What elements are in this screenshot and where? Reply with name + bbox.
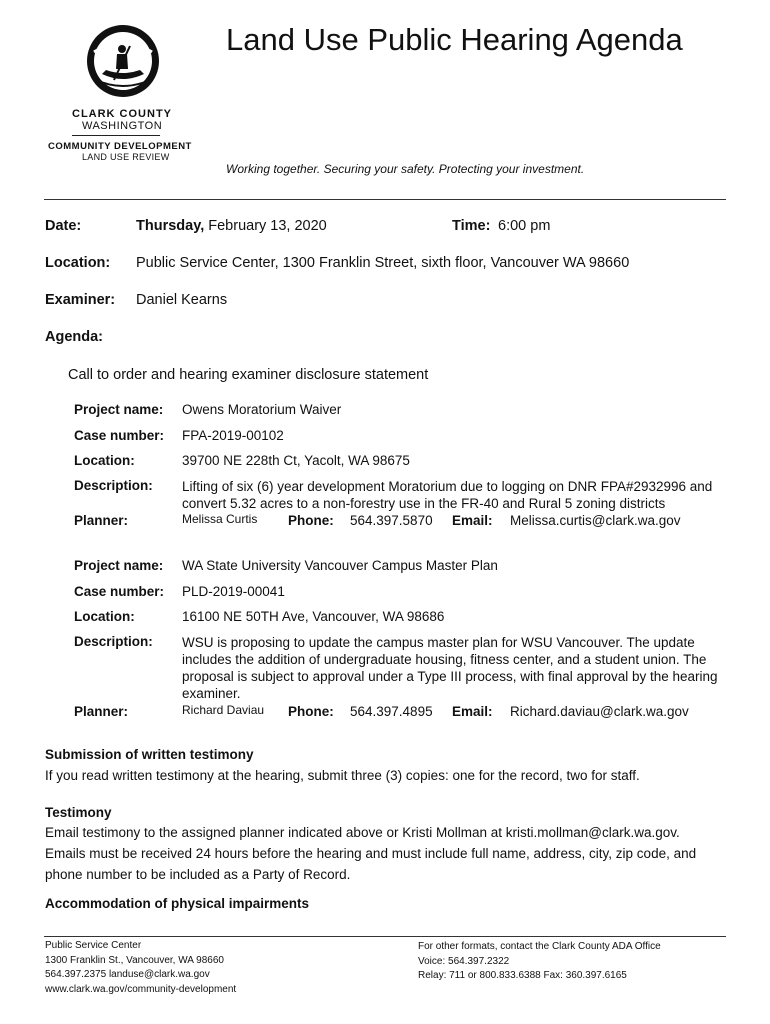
footer-street: 1300 Franklin St., Vancouver, WA 98660 — [45, 954, 224, 966]
org-department: COMMUNITY DEVELOPMENT — [48, 141, 192, 152]
footer-voice: Voice: 564.397.2322 — [418, 955, 510, 967]
header-divider — [44, 199, 726, 200]
submission-text: If you read written testimony at the hearing, submit three (3) copies: one for the record, two for staff. — [45, 768, 640, 783]
time-value: 6:00 pm — [498, 218, 551, 234]
footer-contact: 564.397.2375 landuse@clark.wa.gov — [45, 969, 210, 980]
description-label: Description: — [74, 634, 153, 649]
footer-ada-text: For other formats, contact the Clark County ADA Office — [418, 941, 661, 952]
case-number: FPA-2019-00102 — [182, 428, 284, 443]
email-label: Email: — [452, 704, 493, 719]
footer-address — [45, 939, 365, 997]
phone-label: Phone: — [288, 513, 334, 528]
project-location-label: Location: — [74, 609, 135, 624]
project-location-label: Location: — [74, 453, 135, 468]
location-value: Public Service Center, 1300 Franklin Street, sixth floor, Vancouver WA 98660 — [136, 255, 630, 271]
footer-website-link[interactable]: www.clark.wa.gov/community-development — [45, 983, 237, 995]
submission-heading: Submission of written testimony — [45, 747, 254, 762]
date-text: February 13, 2020 — [208, 218, 327, 234]
tagline: Working together. Securing your safety. Protecting your investment. — [226, 162, 585, 176]
project-description: Lifting of six (6) year development Moratorium due to logging on DNR FPA#2932996 and convert 5.32 acres to a non-forestry use in the FR-40 and Rural 5 zoning districts — [182, 479, 713, 511]
planner-phone: 564.397.4895 — [350, 704, 433, 719]
planner-name: Richard Daviau — [182, 703, 265, 717]
case-number-label: Case number: — [74, 584, 165, 599]
org-division: LAND USE REVIEW — [82, 152, 170, 162]
org-state: WASHINGTON — [82, 120, 163, 132]
footer-divider — [44, 936, 726, 937]
clark-county-seal-icon — [84, 22, 162, 100]
accommodation-heading: Accommodation of physical impairments — [45, 896, 310, 911]
location-label: Location: — [45, 255, 111, 271]
call-to-order: Call to order and hearing examiner disclosure statement — [68, 367, 429, 383]
org-divider — [72, 135, 160, 136]
footer-relay-fax: Relay: 711 or 800.833.6388 Fax: 360.397.6165 — [418, 970, 627, 981]
planner-name: Melissa Curtis — [182, 512, 258, 526]
examiner-value: Daniel Kearns — [136, 292, 228, 308]
footer-center-name: Public Service Center — [45, 940, 142, 951]
planner-phone: 564.397.5870 — [350, 513, 433, 528]
planner-label: Planner: — [74, 513, 129, 528]
project-name-label: Project name: — [74, 558, 164, 573]
date-day: Thursday, — [136, 218, 205, 234]
project-name: Owens Moratorium Waiver — [182, 402, 342, 417]
examiner-label: Examiner: — [45, 292, 116, 308]
planner-label: Planner: — [74, 704, 129, 719]
description-label: Description: — [74, 478, 153, 493]
date-value — [136, 218, 327, 234]
project-location: 16100 NE 50TH Ave, Vancouver, WA 98686 — [182, 609, 445, 624]
testimony-text: Email testimony to the assigned planner indicated above or Kristi Mollman at kristi.mollman@clark.wa.gov. Emails must be received 24 hours before the hearing and must include full name, address, city, zip code, and phone number to be included as a Party of Record. — [45, 825, 697, 882]
case-number-label: Case number: — [74, 428, 165, 443]
project-location: 39700 NE 228th Ct, Yacolt, WA 98675 — [182, 453, 410, 468]
case-number: PLD-2019-00041 — [182, 584, 285, 599]
project-name: WA State University Vancouver Campus Master Plan — [182, 558, 498, 573]
planner-email[interactable]: Melissa.curtis@clark.wa.gov — [510, 513, 681, 528]
time-label: Time: — [452, 218, 491, 234]
footer-ada — [418, 940, 738, 984]
phone-label: Phone: — [288, 704, 334, 719]
project-description: WSU is proposing to update the campus master plan for WSU Vancouver. The update includes the addition of undergraduate housing, fitness center, and a student union. The proposal is subject to approval under a Type III process, with final approval by the hearing examiner. — [182, 635, 718, 701]
planner-email[interactable]: Richard.daviau@clark.wa.gov — [510, 704, 689, 719]
date-label: Date: — [45, 218, 82, 234]
email-label: Email: — [452, 513, 493, 528]
project-name-label: Project name: — [74, 402, 164, 417]
org-name: CLARK COUNTY — [72, 108, 172, 120]
testimony-heading: Testimony — [45, 805, 112, 820]
page-title: Land Use Public Hearing Agenda — [226, 22, 683, 57]
agenda-label: Agenda: — [45, 329, 103, 345]
